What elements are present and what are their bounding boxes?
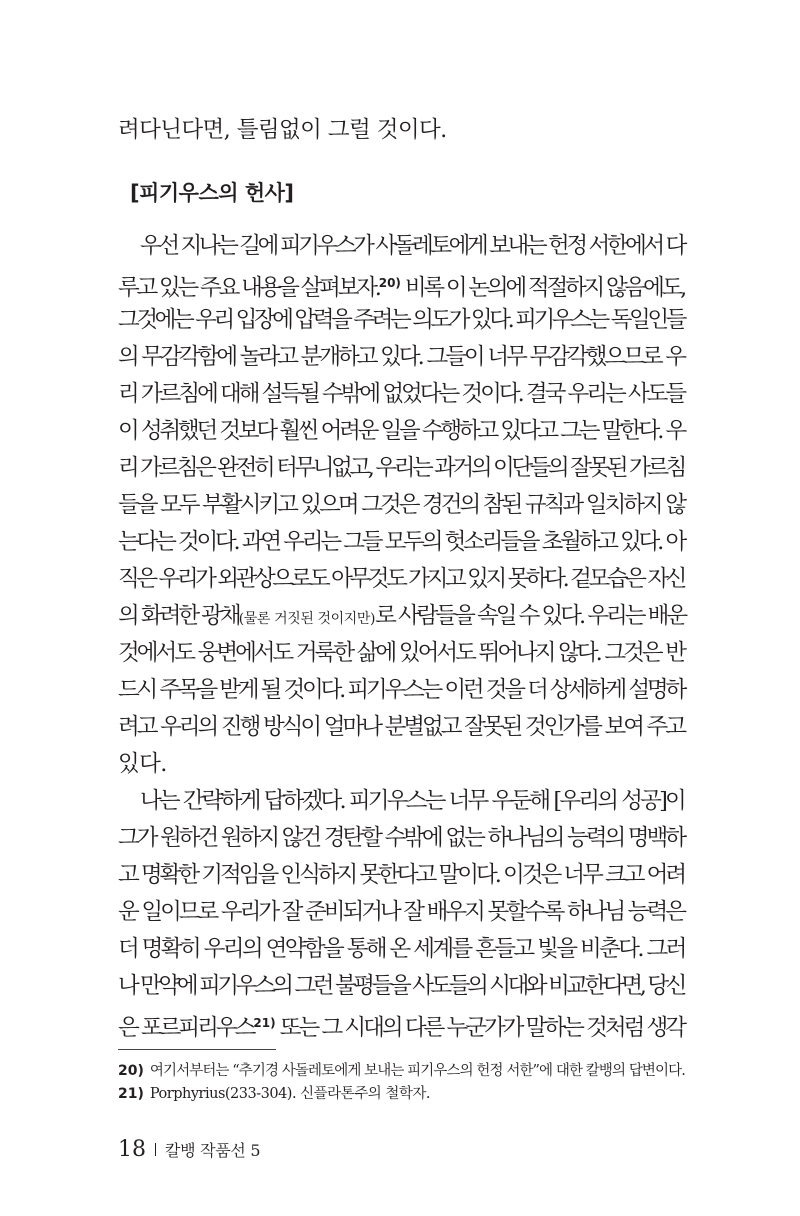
body-line: 려고 우리의 진행 방식이 얼마나 분별없고 잘못된 것인가를 보여 주고 [118,714,684,740]
running-title: 칼뱅 작품선 5 [165,1141,261,1160]
body-text: 또는 그 시대의 다른 누군가가 말하는 것처럼 생각 [275,1015,684,1041]
body-line: 직은 우리가 외관상으로도 아무것도 가지고 있지 못하다. 겉모습은 자신 [118,566,684,592]
body-line: 것에서도 웅변에서도 거룩한 삶에 있어서도 뛰어나지 않다. 그것은 반 [118,640,684,666]
body-line: 고 명확한 기적임을 인식하지 못한다고 말이다. 이것은 너무 크고 어려 [118,862,685,888]
body-line: 그가 원하건 원하지 않건 경탄할 수밖에 없는 하나님의 능력의 명백하 [118,825,684,851]
body-text: 비록 이 논의에 적절하지 않음에도, [400,275,685,301]
body-line: 더 명확히 우리의 연약함을 통해 온 세계를 흔들고 빛을 비춘다. 그러 [118,936,685,962]
body-line [118,1008,684,1043]
footer-divider [155,1143,156,1156]
footnote-text: 여기서부터는 “추기경 사돌레토에게 보내는 피기우스의 헌정 서한”에 대한 칼뱅의 답변이다. [149,1063,685,1079]
body-line: 그것에는 우리 입장에 압력을 주려는 의도가 있다. 피기우스는 독일인들 [118,307,684,333]
body-text: 루고 있는 주요 내용을 살펴보자. [118,275,379,301]
footnote-20 [118,1060,684,1082]
section-heading: [피기우스의 헌사] [130,181,294,205]
page-footer [118,1136,260,1164]
body-line [118,268,684,303]
footnote-number: 20) [118,1063,144,1079]
body-line: 이 성취했던 것보다 훨씬 어려운 일을 수행하고 있다고 그는 말한다. 우 [118,418,684,444]
body-text: 의 화려한 광채 [118,603,239,629]
body-line: 는다는 것이다. 과연 우리는 그들 모두의 헛소리들을 초월하고 있다. 아 [118,529,684,555]
body-line: 의 무감각함에 놀라고 분개하고 있다. 그들이 너무 무감각했으므로 우 [118,344,684,370]
footnote-21 [118,1083,684,1105]
body-line-continuation: 려다닌다면, 틀림없이 그럴 것이다. [118,117,447,143]
body-line: 있다. [118,751,167,777]
page-number: 18 [118,1137,146,1162]
body-text: 로 사람들을 속일 수 있다. 우리는 배운 [375,603,686,629]
body-line: 나는 간략하게 답하겠다. 피기우스는 너무 우둔해 [우리의 성공]이 [140,788,684,814]
body-line: 나 만약에 피기우스의 그런 불평들을 사도들의 시대와 비교한다면, 당신 [118,973,684,999]
footnote-ref-21[interactable]: 21) [253,1016,276,1030]
body-text: 은 포르피리우스 [118,1015,254,1041]
body-line: 리 가르침에 대해 설득될 수밖에 없었다는 것이다. 결국 우리는 사도들 [118,381,685,407]
body-line [118,601,684,634]
footnote-text: Porphyrius(233-304). 신플라톤주의 철학자. [149,1086,430,1102]
body-line: 드시 주목을 받게 될 것이다. 피기우스는 이런 것을 더 상세하게 설명하 [118,677,684,703]
body-line: 들을 모두 부활시키고 있으며 그것은 경건의 참된 규칙과 일치하지 않 [118,492,684,518]
body-line: 리 가르침은 완전히 터무니없고, 우리는 과거의 이단들의 잘못된 가르침 [118,455,684,481]
parenthetical-note: (물론 거짓된 것이지만) [238,611,376,627]
footnote-ref-20[interactable]: 20) [378,276,401,290]
body-line: 운 일이므로 우리가 잘 준비되거나 잘 배우지 못할수록 하나님 능력은 [118,899,684,925]
footnote-rule [118,1049,276,1050]
body-line: 우선 지나는 길에 피기우스가 사돌레토에게 보내는 헌정 서한에서 다 [140,233,684,259]
footnote-number: 21) [118,1086,144,1102]
